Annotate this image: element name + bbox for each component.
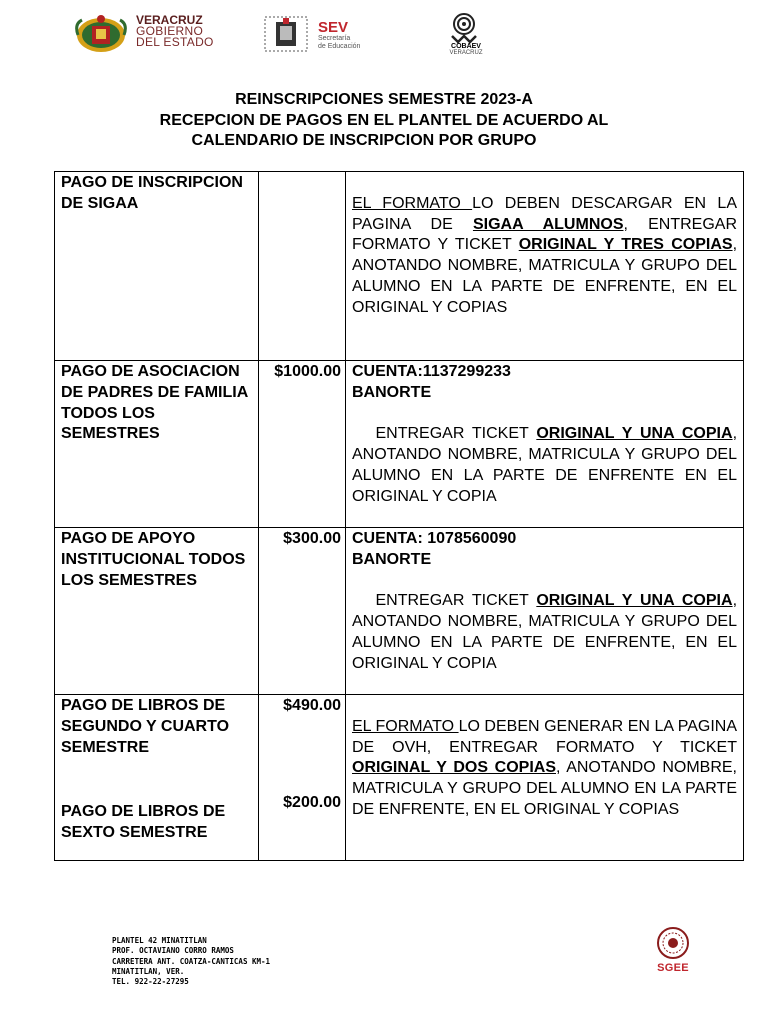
table-row [55, 528, 744, 695]
amount-text: $490.00 [283, 697, 341, 714]
instructions-underlined: EL FORMATO [352, 194, 473, 212]
instructions-cell [346, 361, 744, 528]
amount-text-2: $200.00 [283, 793, 341, 811]
footer-line-5: TEL. 922-22-27295 [112, 977, 189, 987]
bank-name: BANORTE [352, 550, 432, 568]
concept-text: PAGO DE INSCRIPCION DE SIGAA [61, 174, 243, 212]
sgee-logo [650, 926, 696, 978]
amount-cell [259, 172, 346, 361]
cobaev-emblem-icon [444, 12, 484, 44]
cobaev-logo [440, 12, 496, 56]
table-row [55, 695, 744, 861]
table-row [55, 172, 744, 361]
instructions-emphasis: ORIGINAL Y DOS COPIAS [352, 759, 556, 777]
instructions-emphasis: SIGAA ALUMNOS [472, 215, 624, 233]
de-educacion-label: de Educación [318, 43, 361, 50]
instructions-text: , ANOTANDO NOMBRE, MATRICULA Y GRUPO DEL ALUMNO EN LA PARTE DE ENFRENTE EN EL ORIGINAL Y COPIA [352, 425, 738, 505]
instructions-cell [346, 172, 744, 361]
instructions-text: LO DEBEN DESCARGAR EN LA PAGINA DE [352, 194, 737, 233]
concept-text: PAGO DE APOYO INSTITUCIONAL TODOS LOS SEMESTRES [61, 530, 246, 589]
secretaria-label: Secretaría [318, 35, 351, 42]
concept-cell [55, 361, 259, 528]
cobaev-sub-label: VERACRUZ [449, 50, 483, 56]
concept-text-2: PAGO DE LIBROS DE SEXTO SEMESTRE [61, 803, 226, 842]
concept-cell [55, 172, 259, 361]
title-line-1: REINSCRIPCIONES SEMESTRE 2023-A [235, 91, 533, 108]
concept-text: PAGO DE LIBROS DE SEGUNDO Y CUARTO SEMESTRE [61, 697, 230, 756]
veracruz-government-logo [74, 12, 254, 56]
gobierno-label: GOBIERNO [136, 24, 204, 38]
cobaev-label: COBAEV [451, 43, 481, 50]
instructions-emphasis: ORIGINAL Y UNA COPIA [536, 592, 733, 610]
instructions-text: ENTREGAR TICKET [375, 592, 537, 610]
account-number: CUENTA:1137299233 [352, 363, 511, 380]
footer-line-3: CARRETERA ANT. COATZA-CANTICAS KM-1 [112, 956, 271, 966]
payment-schedule-table [54, 171, 744, 861]
amount-text: $1000.00 [274, 363, 341, 380]
footer-line-2: PROF. OCTAVIANO CORRO RAMOS [112, 946, 234, 956]
instructions-text: ENTREGAR TICKET [375, 425, 537, 443]
instructions-emphasis: ORIGINAL Y UNA COPIA [536, 425, 733, 443]
title-line-3: CALENDARIO DE INSCRIPCION POR GRUPO [191, 132, 537, 149]
account-number: CUENTA: 1078560090 [352, 530, 517, 547]
instructions-cell [346, 695, 744, 861]
del-estado-label: DEL ESTADO [136, 35, 214, 49]
footer-address [112, 936, 270, 987]
instructions-text: LO DEBEN GENERAR EN LA PAGINA DE OVH, ENTREGAR FORMATO Y TICKET [352, 717, 737, 756]
veracruz-coat-of-arms-icon [74, 14, 128, 54]
instructions-text: , ANOTANDO NOMBRE, MATRICULA Y GRUPO DEL ALUMNO EN LA PARTE DE ENFRENTE, EN EL ORIGINAL Y COPIAS [352, 236, 738, 316]
bank-name: BANORTE [352, 383, 432, 401]
footer-line-4: MINATITLAN, VER. [112, 966, 185, 976]
instructions-underlined: EL FORMATO [352, 717, 459, 735]
sgee-seal-icon [650, 926, 696, 962]
concept-cell [55, 695, 259, 861]
sev-emblem-icon [264, 14, 308, 54]
document-title [0, 90, 768, 152]
concept-cell [55, 528, 259, 695]
instructions-emphasis: ORIGINAL Y TRES COPIAS [518, 236, 733, 254]
title-line-2: RECEPCION DE PAGOS EN EL PLANTEL DE ACUERDO AL [159, 111, 609, 129]
sgee-label: SGEE [657, 962, 689, 974]
concept-text: PAGO DE ASOCIACION DE PADRES DE FAMILIA TODOS LOS SEMESTRES [61, 363, 248, 443]
veracruz-label: VERACRUZ [136, 13, 203, 27]
sev-label: SEV [318, 19, 349, 36]
instructions-cell [346, 528, 744, 695]
instructions-text: , ANOTANDO NOMBRE, MATRICULA Y GRUPO DEL ALUMNO EN LA PARTE DE ENFRENTE, EN EL ORIGINAL Y COPIAS [352, 759, 737, 818]
amount-cell [259, 695, 346, 861]
table-row [55, 361, 744, 528]
sev-logo [264, 12, 384, 56]
instructions-text: , ANOTANDO NOMBRE, MATRICULA Y GRUPO DEL ALUMNO EN LA PARTE DE ENFRENTE, EN EL ORIGINAL Y COPIA [352, 592, 738, 672]
instructions-text: , ENTREGAR FORMATO Y TICKET [352, 215, 737, 254]
footer-line-1: PLANTEL 42 MINATITLAN [112, 936, 207, 945]
amount-cell [259, 528, 346, 695]
amount-cell [259, 361, 346, 528]
amount-text: $300.00 [283, 530, 341, 547]
